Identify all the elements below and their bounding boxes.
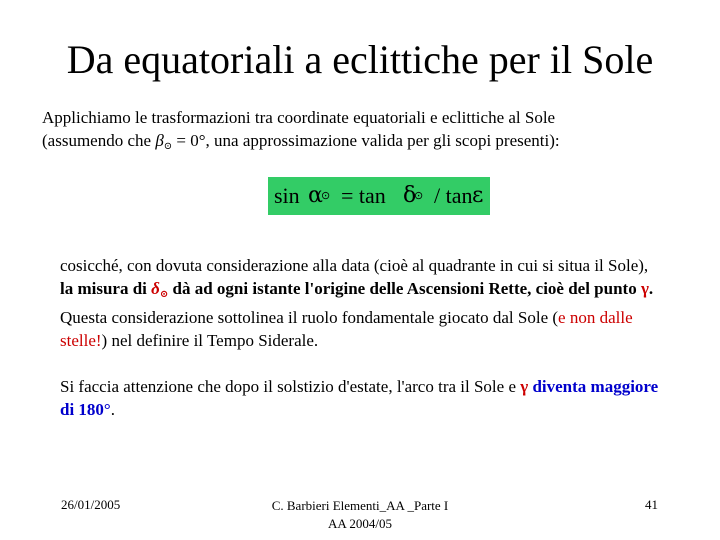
body-text [60, 254, 660, 421]
formula-delta: δ [403, 183, 417, 208]
p1-bold-a: la misura di [60, 279, 152, 298]
p1-text: cosicché, con dovuta considerazione alla data (cioè al quadrante in cui si situa il Sole), [60, 256, 649, 275]
p1-bold-b: dà ad ogni istante l'origine delle Ascensioni Rette, cioè del punto [168, 279, 641, 298]
p2-text-a: Questa considerazione sottolinea il ruolo fondamentale giocato dal Sole ( [60, 308, 559, 327]
p1-period: . [648, 279, 654, 298]
formula-slash-tan: / tan [434, 183, 473, 208]
delta-sun-subscript: ⊙ [159, 289, 169, 300]
p3-blue-text: diventa maggiore di 180° [60, 377, 659, 419]
formula-epsilon: ε [472, 183, 484, 208]
footer-year: AA 2004/05 [328, 516, 392, 531]
formula-equals-tan: = tan [341, 183, 386, 208]
intro-line-1: Applichiamo le trasformazioni tra coordinate equatoriali e eclittiche al Sole [42, 108, 556, 127]
p1-bold [60, 279, 653, 298]
formula-alpha: α [308, 183, 323, 208]
delta-sun-symbol [151, 279, 168, 298]
page-number: 41 [645, 497, 658, 512]
delta-symbol: δ [151, 279, 160, 298]
intro-line-2-end: = 0°, una approssimazione valida per gli scopi presenti): [172, 131, 560, 150]
formula-box [268, 177, 490, 215]
formula-alpha-sub: ⊙ [321, 190, 331, 202]
p3-end: . [110, 400, 115, 419]
p2-text-b: ) nel definire il Tempo Siderale. [101, 331, 319, 350]
p3-text: Si faccia attenzione che dopo il solstizio d'estate, l'arco tra il Sole e [60, 377, 521, 396]
intro-paragraph [42, 106, 702, 158]
paragraph-3 [60, 375, 660, 421]
sun-subscript: ⊙ [163, 141, 173, 152]
paragraph-2 [60, 306, 660, 352]
gamma-symbol-2: γ [520, 377, 529, 396]
paragraph-1 [60, 254, 660, 306]
beta-symbol: β [155, 131, 164, 150]
intro-line-2-start: (assumendo che [42, 131, 156, 150]
footer-author: C. Barbieri Elementi_AA _Parte I [271, 498, 449, 513]
gamma-symbol: γ [640, 279, 649, 298]
footer-center [220, 497, 500, 533]
slide-title: Da equatoriali a eclittiche per il Sole [66, 37, 654, 82]
p2-red-text: e non dalle stelle! [60, 308, 633, 350]
footer-date: 26/01/2005 [61, 497, 121, 512]
formula-delta-sub: ⊙ [414, 190, 424, 202]
intro-line-2 [42, 129, 702, 158]
formula-sin: sin [274, 183, 300, 208]
